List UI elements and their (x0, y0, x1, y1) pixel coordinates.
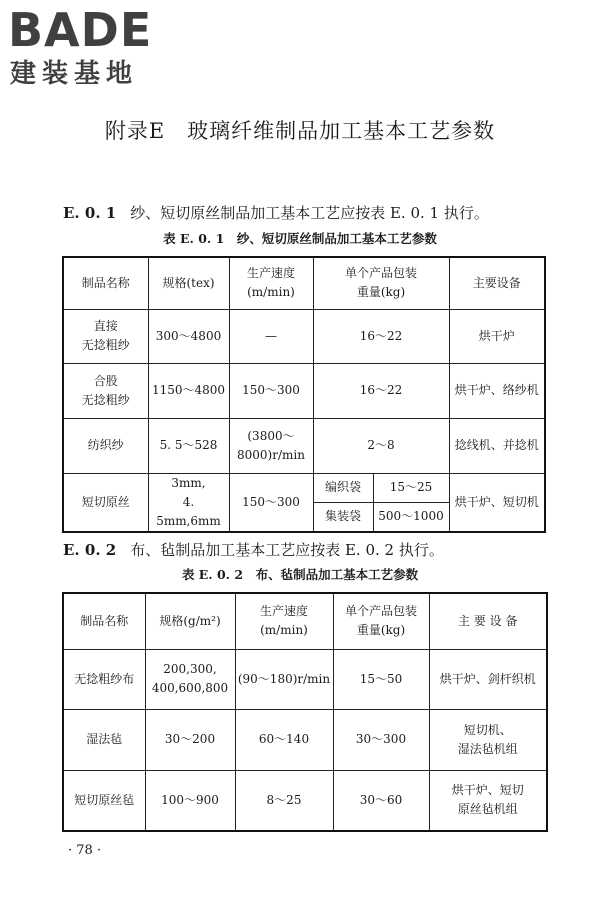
cell-weight: 16～22 (313, 363, 449, 418)
cell-spec: 30～200 (145, 709, 235, 770)
cell-equipment: 烘干炉、短切 原丝毡机组 (429, 770, 547, 831)
logo-wordmark: BADE (8, 3, 153, 57)
clause-e01 (63, 203, 489, 223)
appendix-title: 附录E 玻璃纤维制品加工基本工艺参数 (104, 119, 496, 143)
header-equipment: 主 要 设 备 (429, 593, 547, 649)
cell-spec: 1150～4800 (148, 363, 229, 418)
cell-weight: 500～1000 (373, 502, 449, 531)
table-row (63, 649, 547, 709)
table-row (63, 418, 545, 473)
cell-product: 短切原丝毡 (63, 770, 145, 831)
clause-text: 纱、短切原丝制品加工基本工艺应按表 E. 0. 1 执行。 (130, 204, 489, 222)
cell-product: 直接 无捻粗纱 (63, 309, 148, 363)
table-header-row (63, 257, 545, 309)
cell-spec: 3mm, 4. 5mm,6mm (148, 473, 229, 532)
cell-speed: 8～25 (235, 770, 333, 831)
table-e02 (62, 592, 548, 832)
cell-pack-type: 编织袋 (313, 473, 373, 502)
cell-weight: 2～8 (313, 418, 449, 473)
cell-spec: 300～4800 (148, 309, 229, 363)
cell-weight: 30～60 (333, 770, 429, 831)
cell-speed: 150～300 (229, 473, 313, 532)
header-spec: 规格(tex) (148, 257, 229, 309)
cell-weight: 15～25 (373, 473, 449, 502)
cell-product: 短切原丝 (63, 473, 148, 532)
cell-equipment: 烘干炉、短切机 (449, 473, 545, 532)
table-row (63, 473, 545, 502)
header-package-weight: 单个产品包装 重量(kg) (333, 593, 429, 649)
cell-weight: 30～300 (333, 709, 429, 770)
cell-product: 无捻粗纱布 (63, 649, 145, 709)
header-product: 制品名称 (63, 257, 148, 309)
cell-weight: 15～50 (333, 649, 429, 709)
cell-product: 合股 无捻粗纱 (63, 363, 148, 418)
cell-weight: 16～22 (313, 309, 449, 363)
cell-equipment: 短切机、 湿法毡机组 (429, 709, 547, 770)
cell-speed: — (229, 309, 313, 363)
table2-caption: 表 E. 0. 2 布、毡制品加工基本工艺参数 (181, 567, 419, 582)
table-row (63, 770, 547, 831)
cell-equipment: 烘干炉、络纱机 (449, 363, 545, 418)
cell-speed: 60～140 (235, 709, 333, 770)
cell-spec: 100～900 (145, 770, 235, 831)
cell-equipment: 烘干炉 (449, 309, 545, 363)
clause-e02 (63, 540, 444, 560)
cell-pack-type: 集装袋 (313, 502, 373, 531)
header-equipment: 主要设备 (449, 257, 545, 309)
table-header-row (63, 593, 547, 649)
header-spec: 规格(g/m²) (145, 593, 235, 649)
cell-equipment: 烘干炉、剑杆织机 (429, 649, 547, 709)
cell-speed: (3800～ 8000)r/min (229, 418, 313, 473)
cell-equipment: 捻线机、并捻机 (449, 418, 545, 473)
cell-product: 纺织纱 (63, 418, 148, 473)
cell-product: 湿法毡 (63, 709, 145, 770)
header-product: 制品名称 (63, 593, 145, 649)
clause-number: E. 0. 1 (63, 204, 117, 222)
cell-spec: 5. 5～528 (148, 418, 229, 473)
header-package-weight: 单个产品包装 重量(kg) (313, 257, 449, 309)
clause-number: E. 0. 2 (63, 541, 117, 559)
table-row (63, 709, 547, 770)
page-number: · 78 · (68, 843, 102, 858)
header-speed: 生产速度 (m/min) (235, 593, 333, 649)
table-row (63, 309, 545, 363)
header-speed: 生产速度 (m/min) (229, 257, 313, 309)
cell-speed: 150～300 (229, 363, 313, 418)
table1-caption: 表 E. 0. 1 纱、短切原丝制品加工基本工艺参数 (163, 231, 437, 246)
cell-speed: (90～180)r/min (235, 649, 333, 709)
table-row (63, 363, 545, 418)
clause-text: 布、毡制品加工基本工艺应按表 E. 0. 2 执行。 (130, 541, 444, 559)
logo-subtitle: 建装基地 (10, 59, 139, 89)
bade-logo (8, 3, 178, 92)
cell-spec: 200,300, 400,600,800 (145, 649, 235, 709)
table-e01 (62, 256, 546, 533)
